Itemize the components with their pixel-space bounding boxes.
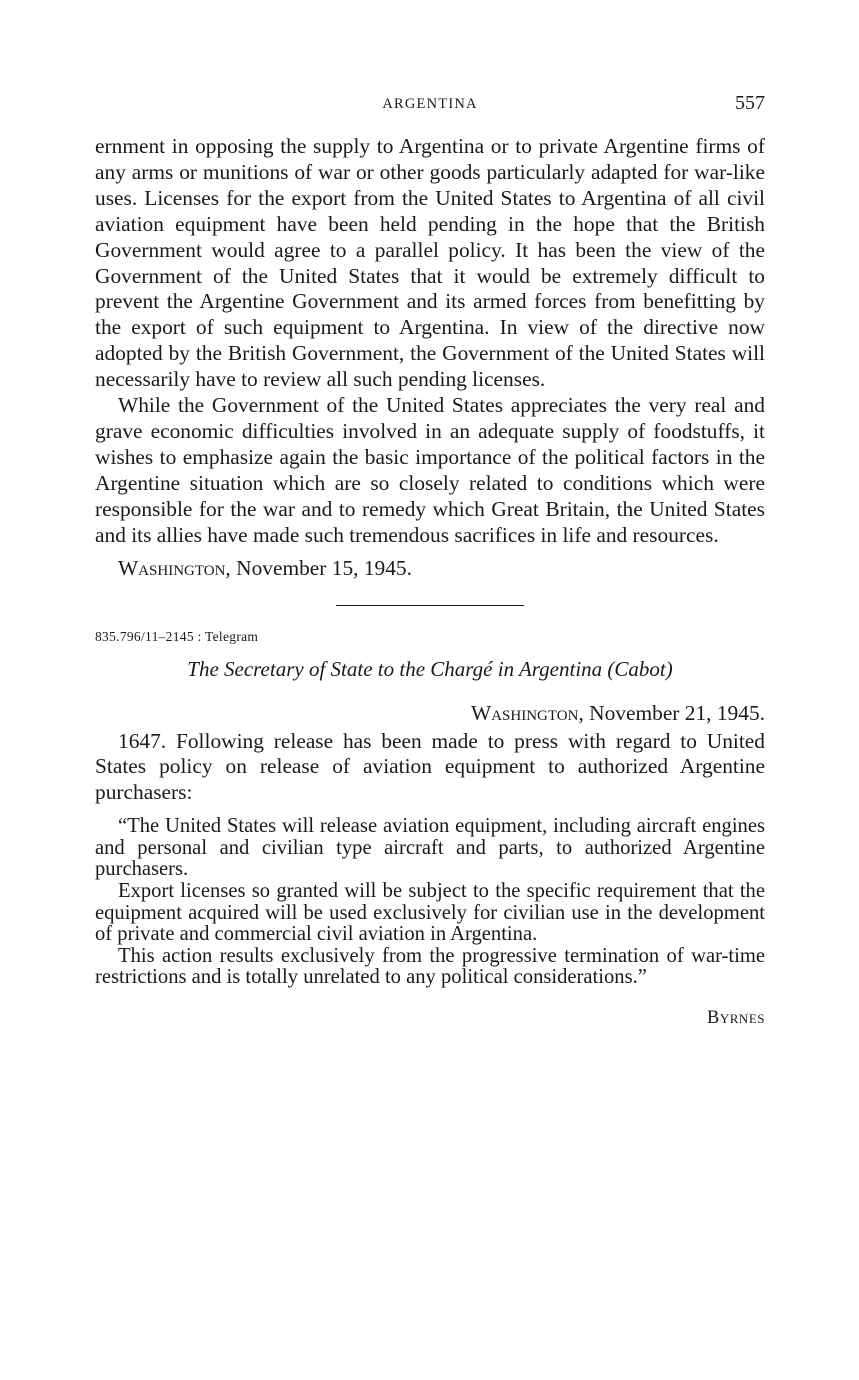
running-header (95, 90, 765, 122)
dateline-date: , November 21, 1945. (578, 700, 765, 725)
section-divider (336, 605, 524, 606)
closing-dateline (95, 555, 765, 581)
quote-paragraph: “The United States will release aviation equipment, including aircraft engines and personal and civilian type aircraft and parts, to authorized Argentine purchasers. (95, 815, 765, 881)
closing-place-name: Washington (118, 555, 226, 580)
quote-paragraph: Export licenses so granted will be subject to the specific requirement that the equipment acquired will be used exclusively for civilian use in the development of private and commercial civil aviation in Argentina. (95, 880, 765, 946)
signature: Byrnes (707, 1007, 765, 1028)
closing-date: , November 15, 1945. (225, 555, 412, 580)
telegram-intro-paragraph: 1647. Following release has been made to press with regard to United States policy on release of aviation equipment to authorized Argentine purchasers: (95, 728, 765, 805)
body-paragraph: ernment in opposing the supply to Argentina or to private Argentine firms of any arms or munitions of war or other goods particularly adapted for war-like uses. Licenses for the export from the United States to Argentina of all civil aviation equipment have been held pending in the hope that the British Government would agree to a parallel policy. It has been the view of the Government of the United States that it would be extremely difficult to prevent the Argentine Government and its armed forces from benefitting by the export of such equipment to Argentina. In view of the directive now adopted by the British Government, the Government of the United States will necessarily have to review all such pending licenses. (95, 134, 765, 392)
telegram-body (95, 729, 765, 807)
running-title: ARGENTINA (382, 96, 478, 112)
file-reference: 835.796/11–2145 : Telegram (95, 628, 259, 644)
telegram-dateline (95, 700, 765, 726)
document-heading: The Secretary of State to the Chargé in Argentina (Cabot) (187, 656, 673, 681)
press-release-quote (95, 816, 765, 989)
dateline-place: Washington (471, 700, 579, 725)
body-paragraph: While the Government of the United States appreciates the very real and grave economic difficulties involved in an adequate supply of foodstuffs, it wishes to emphasize again the basic importance of the political factors in the Argentine situation which are so closely related to conditions which were responsible for the war and to remedy which Great Britain, the United States and its allies have made such tremendous sacrifices in life and resources. (95, 393, 765, 547)
document-page (95, 90, 765, 1029)
page-number: 557 (735, 92, 765, 114)
quote-paragraph: This action results exclusively from the progressive termination of war-time restrictions and is totally unrelated to any political considerations.” (95, 944, 765, 989)
first-document-body (95, 134, 765, 581)
